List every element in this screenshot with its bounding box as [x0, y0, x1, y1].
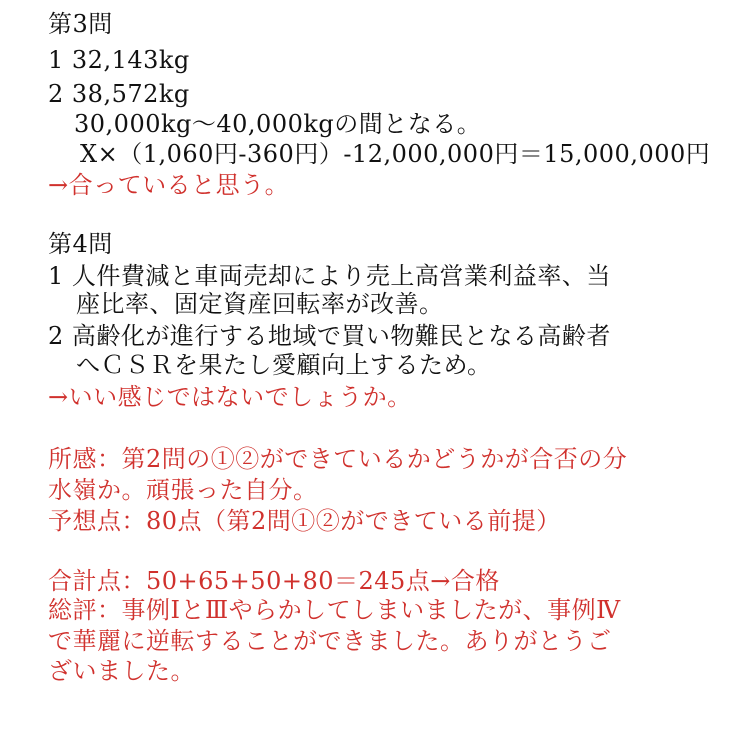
- q4-answer-2-line-1: 2 高齢化が進行する地域で買い物難民となる高齢者: [48, 322, 611, 350]
- impression-line-2: 水嶺か。頑張った自分。: [48, 476, 318, 504]
- impression-line-1: 所感：第2問の①②ができているかどうかが合否の分: [48, 445, 628, 473]
- review-line-1: 総評：事例ⅠとⅢやらかしてしまいましたが、事例Ⅳ: [48, 596, 621, 624]
- q3-note-range: 30,000kg〜40,000kgの間となる。: [74, 110, 482, 138]
- q4-answer-1-line-1: 1 人件費減と車両売却により売上高営業利益率、当: [48, 262, 611, 290]
- q3-comment: →合っていると思う。: [48, 171, 290, 199]
- total-score: 合計点：50+65+50+80＝245点→合格: [48, 567, 500, 595]
- q3-note-formula: X×（1,060円-360円）-12,000,000円＝15,000,000円: [80, 140, 711, 168]
- q4-heading: 第4問: [48, 230, 113, 258]
- predicted-score: 予想点：80点（第2問①②ができている前提）: [48, 507, 561, 535]
- q3-answer-2: 2 38,572kg: [48, 80, 190, 108]
- q4-answer-1-line-2: 座比率、固定資産回転率が改善。: [76, 290, 444, 318]
- q4-answer-2-line-2: へＣＳＲを果たし愛顧向上するため。: [76, 351, 492, 379]
- review-line-2: で華麗に逆転することができました。ありがとうご: [48, 627, 612, 655]
- q3-answer-1: 1 32,143kg: [48, 46, 190, 74]
- q3-heading: 第3問: [48, 10, 113, 38]
- review-line-3: ざいました。: [48, 657, 195, 685]
- q4-comment: →いい感じではないでしょうか。: [48, 383, 412, 411]
